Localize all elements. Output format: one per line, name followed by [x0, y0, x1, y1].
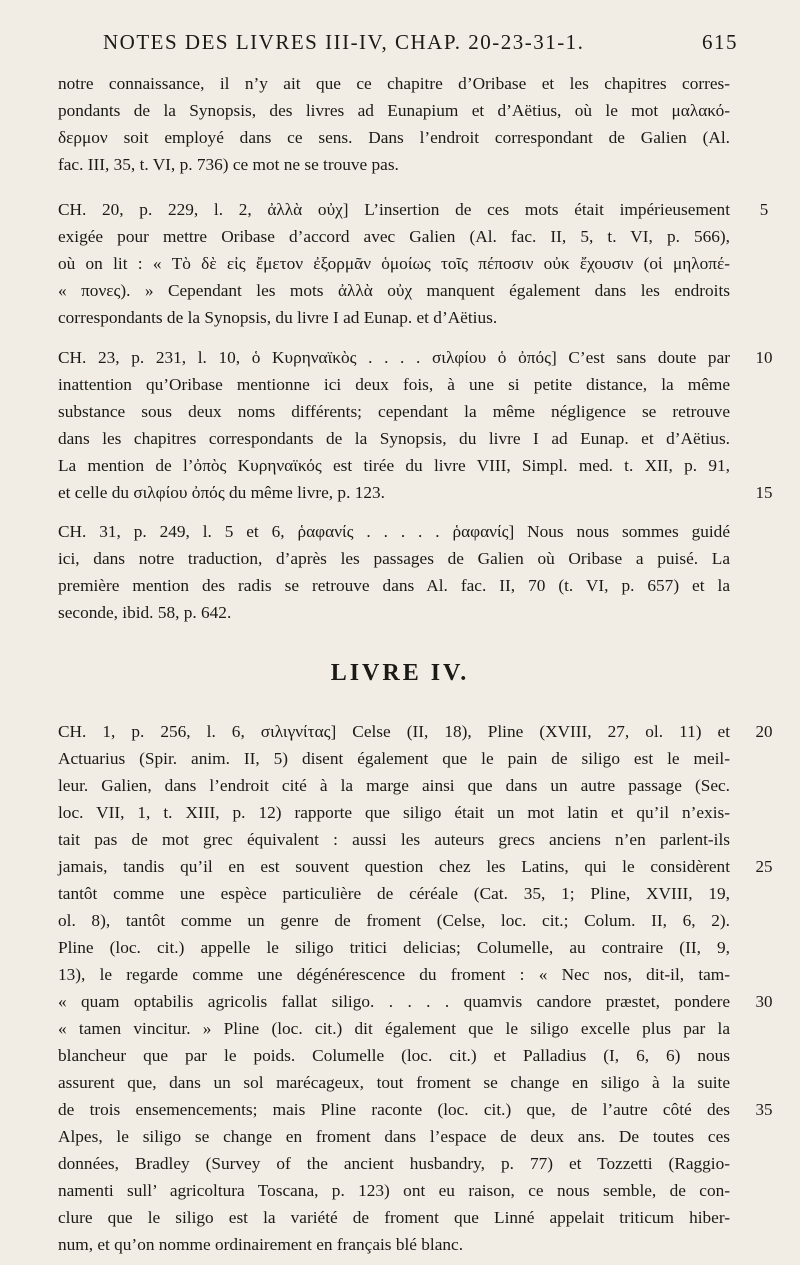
line-number: 35: [755, 1100, 773, 1119]
text-line: Actuarius (Spir. anim. II, 5) disent également que le pain de siligo est le meil-: [58, 749, 730, 768]
text-line: CH. 1, p. 256, l. 6, σιλιγνίτας] Celse (II, 18), Pline (XVIII, 27, ol. 11) et: [58, 722, 730, 741]
text-line: « tamen vincitur. » Pline (loc. cit.) dit également que le siligo excelle plus par la: [58, 1019, 730, 1038]
text-line: num, et qu’on nomme ordinairement en français blé blanc.: [58, 1235, 464, 1254]
text-line: 13), le regarde comme une dégénérescence du froment : « Nec nos, dit-il, tam-: [58, 965, 730, 984]
text-line: substance sous deux noms différents; cependant la même négligence se retrouve: [58, 402, 730, 421]
text-line: données, Bradley (Survey of the ancient husbandry, p. 77) et Tozzetti (Raggio-: [58, 1154, 730, 1173]
text-line: tantôt comme une espèce particulière de céréale (Cat. 35, 1; Pline, XVIII, 19,: [58, 884, 730, 903]
text-line: Alpes, le siligo se change en froment dans l’espace de deux ans. De toutes ces: [58, 1127, 730, 1146]
line-number: 5: [759, 200, 769, 219]
note-ch-31: [58, 518, 730, 626]
text-line: ici, dans notre traduction, d’après les passages de Galien où Oribase a puisé. La: [58, 549, 730, 568]
line-number: 20: [755, 722, 773, 741]
line-number: 10: [755, 348, 773, 367]
text-line: CH. 23, p. 231, l. 10, ὁ Κυρηναϊκὸς . . . . σιλφίου ὁ ὀπός] C’est sans doute par: [58, 348, 730, 367]
text-line: exigée pour mettre Oribase d’accord avec Galien (Al. fac. II, 5, t. VI, p. 566),: [58, 227, 730, 246]
text-line: pondants de la Synopsis, des livres ad Eunapium et d’Aëtius, où le mot μαλακό-: [58, 101, 730, 120]
text-line: où on lit : « Τὸ δὲ εἰς ἔμετον ἐξορμᾶν ὁμοίως τοῖς πέποσιν οὐκ ἔχουσιν (οἱ μηλοπέ-: [58, 254, 730, 273]
text-line: première mention des radis se retrouve dans Al. fac. II, 70 (t. VI, p. 657) et la: [58, 576, 730, 595]
running-title: NOTES DES LIVRES III-IV, CHAP. 20-23-31-1.: [103, 30, 585, 54]
text-line: namenti sull’ agricoltura Toscana, p. 123) ont eu raison, ce nous semble, de con-: [58, 1181, 730, 1200]
line-number: 30: [755, 992, 773, 1011]
paragraph: [58, 70, 730, 178]
line-number: 25: [755, 857, 773, 876]
text-line: « quam optabilis agricolis fallat siligo. . . . . quamvis candore præstet, pondere: [58, 992, 730, 1011]
text-line: dans les chapitres correspondants de la Synopsis, du livre I ad Eunap. et d’Aëtius.: [58, 429, 730, 448]
running-header: [58, 30, 738, 55]
text-line: « πονες). » Cependant les mots ἀλλὰ οὐχ manquent également dans les endroits: [58, 281, 730, 300]
text-line: et celle du σιλφίου ὀπός du même livre, p. 123.: [58, 483, 385, 502]
text-line: inattention qu’Oribase mentionne ici deux fois, à une si petite distance, la même: [58, 375, 730, 394]
text-line: loc. VII, 1, t. XIII, p. 12) rapporte que siligo était un mot latin et qu’il n’exis-: [58, 803, 730, 822]
note-ch-23: [58, 344, 730, 506]
text-line: Pline (loc. cit.) appelle le siligo tritici delicias; Columelle, au contraire (II, 9,: [58, 938, 730, 957]
text-line: tait pas de mot grec équivalent : aussi les auteurs grecs anciens n’en parlent-ils: [58, 830, 730, 849]
page-number: 615: [702, 30, 738, 54]
section-title: LIVRE IV.: [330, 660, 470, 686]
text-line: de trois ensemencements; mais Pline raconte (loc. cit.) que, de l’autre côté des: [58, 1100, 730, 1119]
text-line: La mention de l’ὀπὸς Κυρηναϊκός est tirée du livre VIII, Simpl. med. t. XII, p. 91,: [58, 456, 730, 475]
text-line: correspondants de la Synopsis, du livre I ad Eunap. et d’Aëtius.: [58, 308, 498, 327]
text-line: ol. 8), tantôt comme un genre de froment (Celse, loc. cit.; Colum. II, 6, 2).: [58, 911, 730, 930]
note-ch-20: [58, 196, 730, 331]
note-ch-1: [58, 718, 730, 1258]
text-line: jamais, tandis qu’il en est souvent question chez les Latins, qui le considèrent: [58, 857, 730, 876]
text-line: δερμον soit employé dans ce sens. Dans l’endroit correspondant de Galien (Al.: [58, 128, 730, 147]
text-line: clure que le siligo est la variété de froment que Linné appelait triticum hiber-: [58, 1208, 730, 1227]
text-line: fac. III, 35, t. VI, p. 736) ce mot ne se trouve pas.: [58, 155, 399, 174]
text-line: CH. 20, p. 229, l. 2, ἀλλὰ οὐχ] L’insertion de ces mots était impérieusement: [58, 200, 730, 219]
line-number: 15: [755, 483, 773, 502]
text-line: blancheur que par le poids. Columelle (loc. cit.) et Palladius (I, 6, 6) nous: [58, 1046, 730, 1065]
text-line: CH. 31, p. 249, l. 5 et 6, ῥαφανίς . . . . . ῥαφανίς] Nous nous sommes guidé: [58, 522, 730, 541]
text-line: notre connaissance, il n’y ait que ce chapitre d’Oribase et les chapitres corres-: [58, 74, 730, 93]
text-line: assurent que, dans un sol marécageux, tout froment se change en siligo à la suite: [58, 1073, 730, 1092]
text-line: seconde, ibid. 58, p. 642.: [58, 603, 232, 622]
text-line: leur. Galien, dans l’endroit cité à la marge ainsi que dans un autre passage (Sec.: [58, 776, 730, 795]
